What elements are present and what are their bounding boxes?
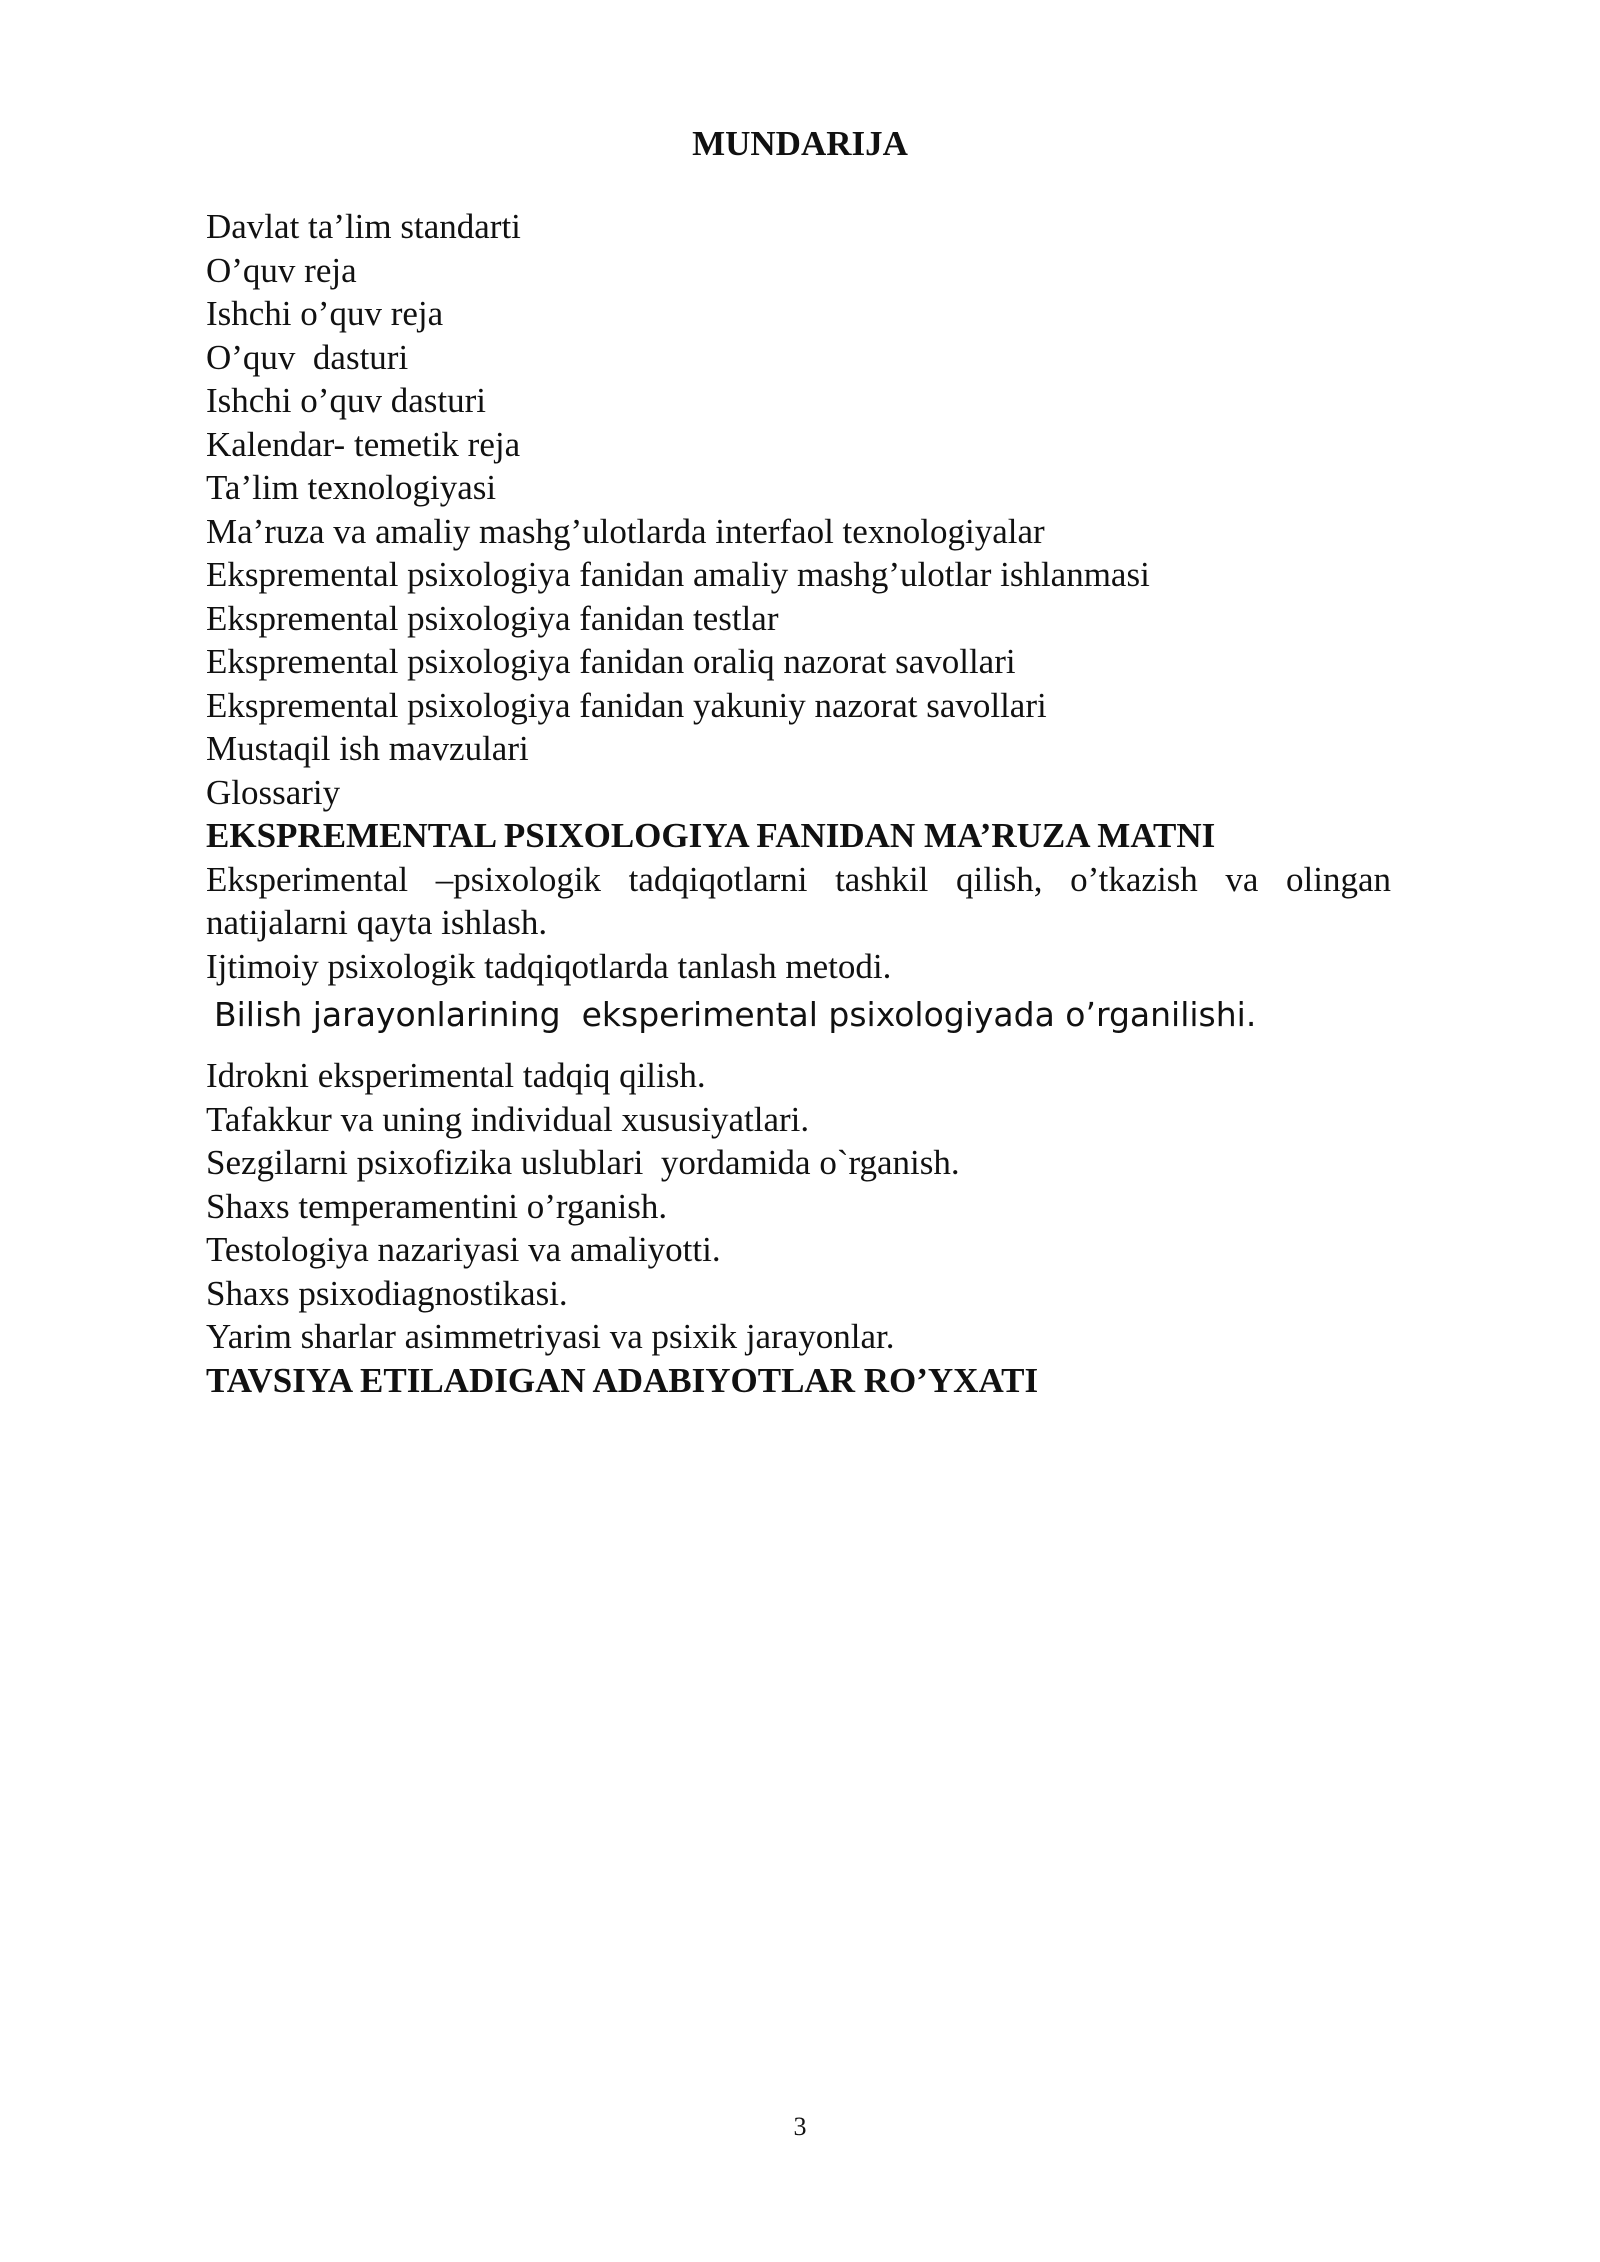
table-of-contents (206, 205, 1391, 1402)
toc-item: Ekspremental psixologiya fanidan oraliq nazorat savollari (206, 642, 1016, 681)
lecture-topic: Shaxs psixodiagnostikasi. (206, 1273, 568, 1313)
toc-item: O’quv reja (206, 250, 357, 290)
toc-item: Ma’ruza va amaliy mashg’ulotlarda interfaol texnologiyalar (206, 511, 1045, 551)
toc-item: O’quv dasturi (206, 337, 409, 377)
lecture-topic: Eksperimental –psixologik tadqiqotlarni tashkil qilish, o’tkazish va olingan natijalarni qayta ishlash. (206, 859, 1391, 942)
toc-item: Ishchi o’quv dasturi (206, 381, 486, 420)
toc-item: Kalendar- temetik reja (206, 424, 521, 464)
toc-item: Ekspremental psixologiya fanidan amaliy mashg’ulotlar ishlanmasi (206, 555, 1150, 594)
toc-item: Ekspremental psixologiya fanidan testlar (206, 598, 779, 638)
toc-item: Davlat ta’lim standarti (206, 207, 521, 246)
lecture-topic: Sezgilarni psixofizika uslublari yordamida o`rganish. (206, 1143, 960, 1182)
lecture-heading: EKSPREMENTAL PSIXOLOGIYA FANIDAN MA’RUZA MATNI (206, 816, 1216, 855)
lecture-topic: Testologiya nazariyasi va amaliyotti. (206, 1230, 721, 1269)
toc-item: Ishchi o’quv reja (206, 294, 444, 333)
page-number: 3 (793, 2112, 807, 2141)
references-heading: TAVSIYA ETILADIGAN ADABIYOTLAR RO’YXATI (206, 1360, 1039, 1400)
toc-item: Glossariy (206, 772, 341, 812)
toc-item: Mustaqil ish mavzulari (206, 729, 529, 768)
lecture-topic: Yarim sharlar asimmetriyasi va psixik jarayonlar. (206, 1317, 895, 1356)
page-title: MUNDARIJA (692, 124, 908, 163)
toc-item: Ekspremental psixologiya fanidan yakuniy nazorat savollari (206, 685, 1047, 725)
lecture-topic: Shaxs temperamentini o’rganish. (206, 1186, 668, 1226)
toc-item: Ta’lim texnologiyasi (206, 468, 497, 507)
lecture-topic: Ijtimoiy psixologik tadqiqotlarda tanlash metodi. (206, 946, 892, 986)
lecture-topic: Idrokni eksperimental tadqiq qilish. (206, 1056, 706, 1095)
lecture-topic: Bilish jarayonlarining eksperimental psixologiyada o’rganilishi. (214, 995, 1257, 1034)
lecture-topic: Tafakkur va uning individual xususiyatlari. (206, 1099, 810, 1139)
